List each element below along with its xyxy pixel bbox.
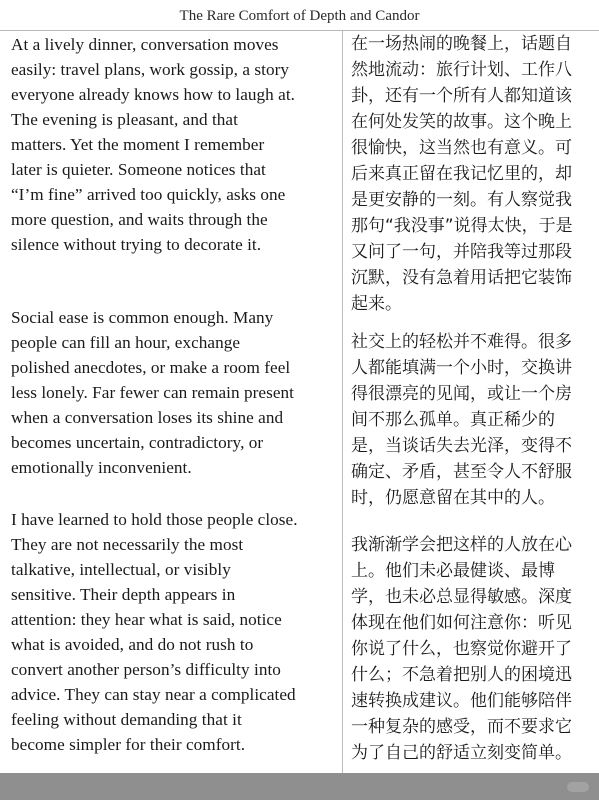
page-header: [0, 0, 599, 31]
text-line: 速转换成建议。他们能够陪伴: [351, 691, 572, 711]
english-paragraph-3: [11, 507, 339, 757]
text-line: 什么；不急着把别人的困境迅: [351, 665, 572, 685]
english-paragraph-2: [11, 305, 339, 480]
column-divider: [342, 31, 343, 773]
text-line: Social ease is common enough. Many: [11, 308, 274, 327]
text-line: 很愉快，这当然也有意义。可: [351, 138, 572, 158]
text-line: silence without trying to decorate it.: [11, 235, 262, 254]
text-line: 得很漂亮的见闻，或让一个房: [351, 384, 572, 404]
text-line: 间不那么孤单。真正稀少的: [351, 410, 555, 430]
text-line: 我渐渐学会把这样的人放在心: [351, 535, 572, 555]
chinese-paragraph-1: [351, 31, 591, 317]
text-line: more question, and waits through the: [11, 210, 268, 229]
text-line: become simpler for their comfort.: [11, 735, 246, 754]
text-line: what is avoided, and do not rush to: [11, 635, 254, 654]
text-line: 上。他们未必最健谈、最博: [351, 561, 555, 581]
text-line: 确定、矛盾，甚至令人不舒服: [351, 462, 572, 482]
chinese-paragraph-3: [351, 532, 591, 766]
text-line: later is quieter. Someone notices that: [11, 160, 266, 179]
text-line: convert another person’s difficulty into: [11, 660, 281, 679]
text-line: 你说了什么，也察觉你避开了: [351, 639, 572, 659]
watermark-badge: [567, 782, 589, 792]
text-line: feeling without demanding that it: [11, 710, 242, 729]
text-line: 后来真正留在我记忆里的，却: [351, 164, 572, 184]
text-line: 时，仍愿意留在其中的人。: [351, 488, 555, 508]
text-line: easily: travel plans, work gossip, a story: [11, 60, 290, 79]
text-line: 是更安静的一刻。有人察觉我: [351, 190, 572, 210]
text-line: advice. They can stay near a complicated: [11, 685, 296, 704]
text-line: 在一场热闹的晚餐上，话题自: [351, 34, 572, 54]
text-line: 在何处发笑的故事。这个晚上: [351, 112, 572, 132]
text-line: 人都能填满一个小时，交换讲: [351, 358, 572, 378]
text-line: 是，当谈话失去光泽，变得不: [351, 436, 572, 456]
text-line: sensitive. Their depth appears in: [11, 585, 236, 604]
text-line: becomes uncertain, contradictory, or: [11, 433, 264, 452]
text-line: 起来。: [351, 294, 402, 314]
text-line: 社交上的轻松并不难得。很多: [351, 332, 572, 352]
text-line: matters. Yet the moment I remember: [11, 135, 265, 154]
text-line: everyone already knows how to laugh at.: [11, 85, 296, 104]
text-line: 一种复杂的感受，而不要求它: [351, 717, 572, 737]
text-line: “I’m fine” arrived too quickly, asks one: [11, 185, 286, 204]
text-line: attention: they hear what is said, notice: [11, 610, 282, 629]
footer-bar: [0, 773, 599, 800]
text-line: people can fill an hour, exchange: [11, 333, 241, 352]
text-line: 沉默，没有急着用话把它装饰: [351, 268, 572, 288]
text-line: The evening is pleasant, and that: [11, 110, 238, 129]
text-line: 体现在他们如何注意你：听见: [351, 613, 572, 633]
english-paragraph-1: [11, 32, 339, 257]
text-line: At a lively dinner, conversation moves: [11, 35, 279, 54]
text-line: less lonely. Far fewer can remain present: [11, 383, 294, 402]
text-line: I have learned to hold those people close.: [11, 510, 298, 529]
page-title: The Rare Comfort of Depth and Candor: [179, 8, 420, 24]
text-line: polished anecdotes, or make a room feel: [11, 358, 291, 377]
text-line: 卦，还有一个所有人都知道该: [351, 86, 572, 106]
text-line: when a conversation loses its shine and: [11, 408, 284, 427]
text-line: 那句“我没事”说得太快，于是: [351, 216, 573, 236]
text-line: talkative, intellectual, or visibly: [11, 560, 231, 579]
text-line: They are not necessarily the most: [11, 535, 244, 554]
text-line: 为了自己的舒适立刻变简单。: [351, 743, 572, 763]
text-line: emotionally inconvenient.: [11, 458, 192, 477]
text-line: 学，也未必总显得敏感。深度: [351, 587, 572, 607]
text-line: 又问了一句，并陪我等过那段: [351, 242, 572, 262]
chinese-paragraph-2: [351, 329, 591, 511]
text-line: 然地流动：旅行计划、工作八: [351, 60, 572, 80]
